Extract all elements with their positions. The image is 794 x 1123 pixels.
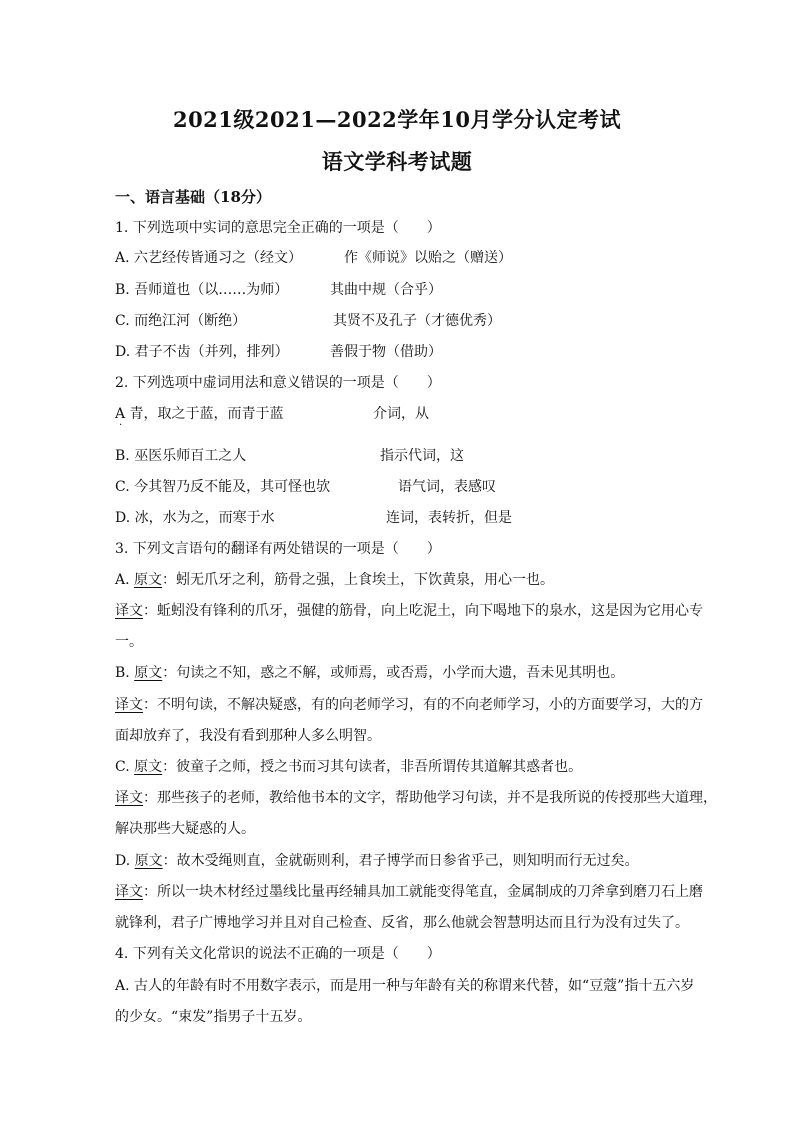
original-label: 原文 (134, 572, 163, 588)
translation-text: ：蚯蚓没有锋利的爪牙，强健的筋骨，向上吃泥土，向下喝地下的泉水，这是因为它用心专 (143, 603, 703, 619)
stray-mark: · (119, 420, 123, 431)
translation-label: 译文 (115, 603, 143, 619)
original-label: 原文 (134, 853, 163, 869)
q4-option-a: A. 古人的年龄有时不用数字表示，而是用一种与年龄有关的称谓来代替，如“豆蔻”指十五六岁 (115, 978, 695, 994)
original-label: 原文 (134, 759, 163, 775)
original-text: ：句读之不知，惑之不解，或师焉，或否焉，小学而大遗，吾未见其明也。 (162, 665, 625, 681)
q3-d-original (115, 851, 639, 871)
q3-b-translation (115, 695, 703, 715)
q2-option-b-right: 指示代词，这 (380, 448, 464, 464)
original-text: ：蚓无爪牙之利，筋骨之强，上食埃土，下饮黄泉，用心一也。 (162, 572, 555, 588)
q3-a-original (115, 570, 554, 590)
original-label: 原文 (134, 665, 163, 681)
q1-option-c: C. 而绝江河（断绝） (115, 313, 247, 329)
option-prefix: C. (115, 759, 135, 775)
question-4-stem: 4. 下列有关文化常识的说法不正确的一项是（ ） (115, 946, 441, 962)
translation-label: 译文 (115, 884, 143, 900)
option-prefix: B. (115, 665, 135, 681)
q3-a-translation-cont: 一。 (115, 634, 143, 650)
option-prefix: D. (115, 853, 135, 869)
q1-option-a-right: 作《师说》以贻之（赠送） (344, 250, 512, 266)
section-heading: 一、语言基础（18分） (115, 188, 271, 206)
translation-label: 译文 (115, 790, 143, 806)
question-3-stem: 3. 下列文言语句的翻译有两处错误的一项是（ ） (115, 541, 441, 557)
q2-option-b: B. 巫医乐师百工之人 (115, 448, 247, 464)
q1-option-a: A. 六艺经传皆通习之（经文） (115, 250, 303, 266)
q1-option-b: B. 吾师道也（以……为师） (115, 282, 289, 298)
exam-title: 2021级2021—2022学年10月学分认定考试 (172, 107, 622, 132)
q2-option-d: D. 冰，水为之，而寒于水 (115, 510, 275, 526)
translation-text: ：不明句读，不解决疑惑，有的向老师学习，有的不向老师学习，小的方面要学习，大的方 (143, 697, 703, 713)
q3-c-translation (115, 788, 717, 808)
q1-option-d-right: 善假于物（借助） (330, 344, 442, 360)
option-prefix: A. (115, 572, 135, 588)
q4-option-a-cont: 的少女。“束发”指男子十五岁。 (115, 1009, 312, 1025)
exam-subtitle: 语文学科考试题 (321, 149, 473, 174)
question-2-stem: 2. 下列选项中虚词用法和意义错误的一项是（ ） (115, 375, 441, 391)
q2-option-a-right: 介词，从 (373, 406, 429, 422)
q1-option-c-right: 其贤不及孔子（才德优秀） (333, 313, 501, 329)
q3-b-translation-cont: 面却放弃了，我没有看到那种人多么明智。 (115, 728, 381, 744)
q3-c-original (115, 757, 582, 777)
q3-c-translation-cont: 解决那些大疑惑的人。 (115, 821, 255, 837)
q3-d-translation-cont: 就锋利，君子广博地学习并且对自己检查、反省，那么他就会智慧明达而且行为没有过失了。 (115, 915, 689, 931)
original-text: ：彼童子之师，授之书而习其句读者，非吾所谓传其道解其惑者也。 (162, 759, 583, 775)
q2-option-d-right: 连词，表转折，但是 (386, 510, 512, 526)
q1-option-b-right: 其曲中规（合乎） (330, 282, 442, 298)
q3-b-original (115, 663, 624, 683)
q2-option-c: C. 今其智乃反不能及，其可怪也欤 (115, 479, 331, 495)
q2-option-a: A 青，取之于蓝，而青于蓝 (115, 406, 284, 422)
translation-label: 译文 (115, 697, 143, 713)
q3-d-translation (115, 882, 703, 902)
q1-option-d: D. 君子不齿（并列，排列） (115, 344, 289, 360)
q3-a-translation (115, 601, 703, 621)
q2-option-c-right: 语气词，表感叹 (398, 479, 496, 495)
question-1-stem: 1. 下列选项中实词的意思完全正确的一项是（ ） (115, 220, 441, 236)
translation-text: ：那些孩子的老师，教给他书本的文字，帮助他学习句读，并不是我所说的传授那些大道理， (143, 790, 717, 806)
translation-text: ：所以一块木材经过墨线比量再经辅具加工就能变得笔直，金属制成的刀斧拿到磨刀石上磨 (143, 884, 703, 900)
original-text: ：故木受绳则直，金就砺则利，君子博学而日参省乎己，则知明而行无过矣。 (162, 853, 639, 869)
